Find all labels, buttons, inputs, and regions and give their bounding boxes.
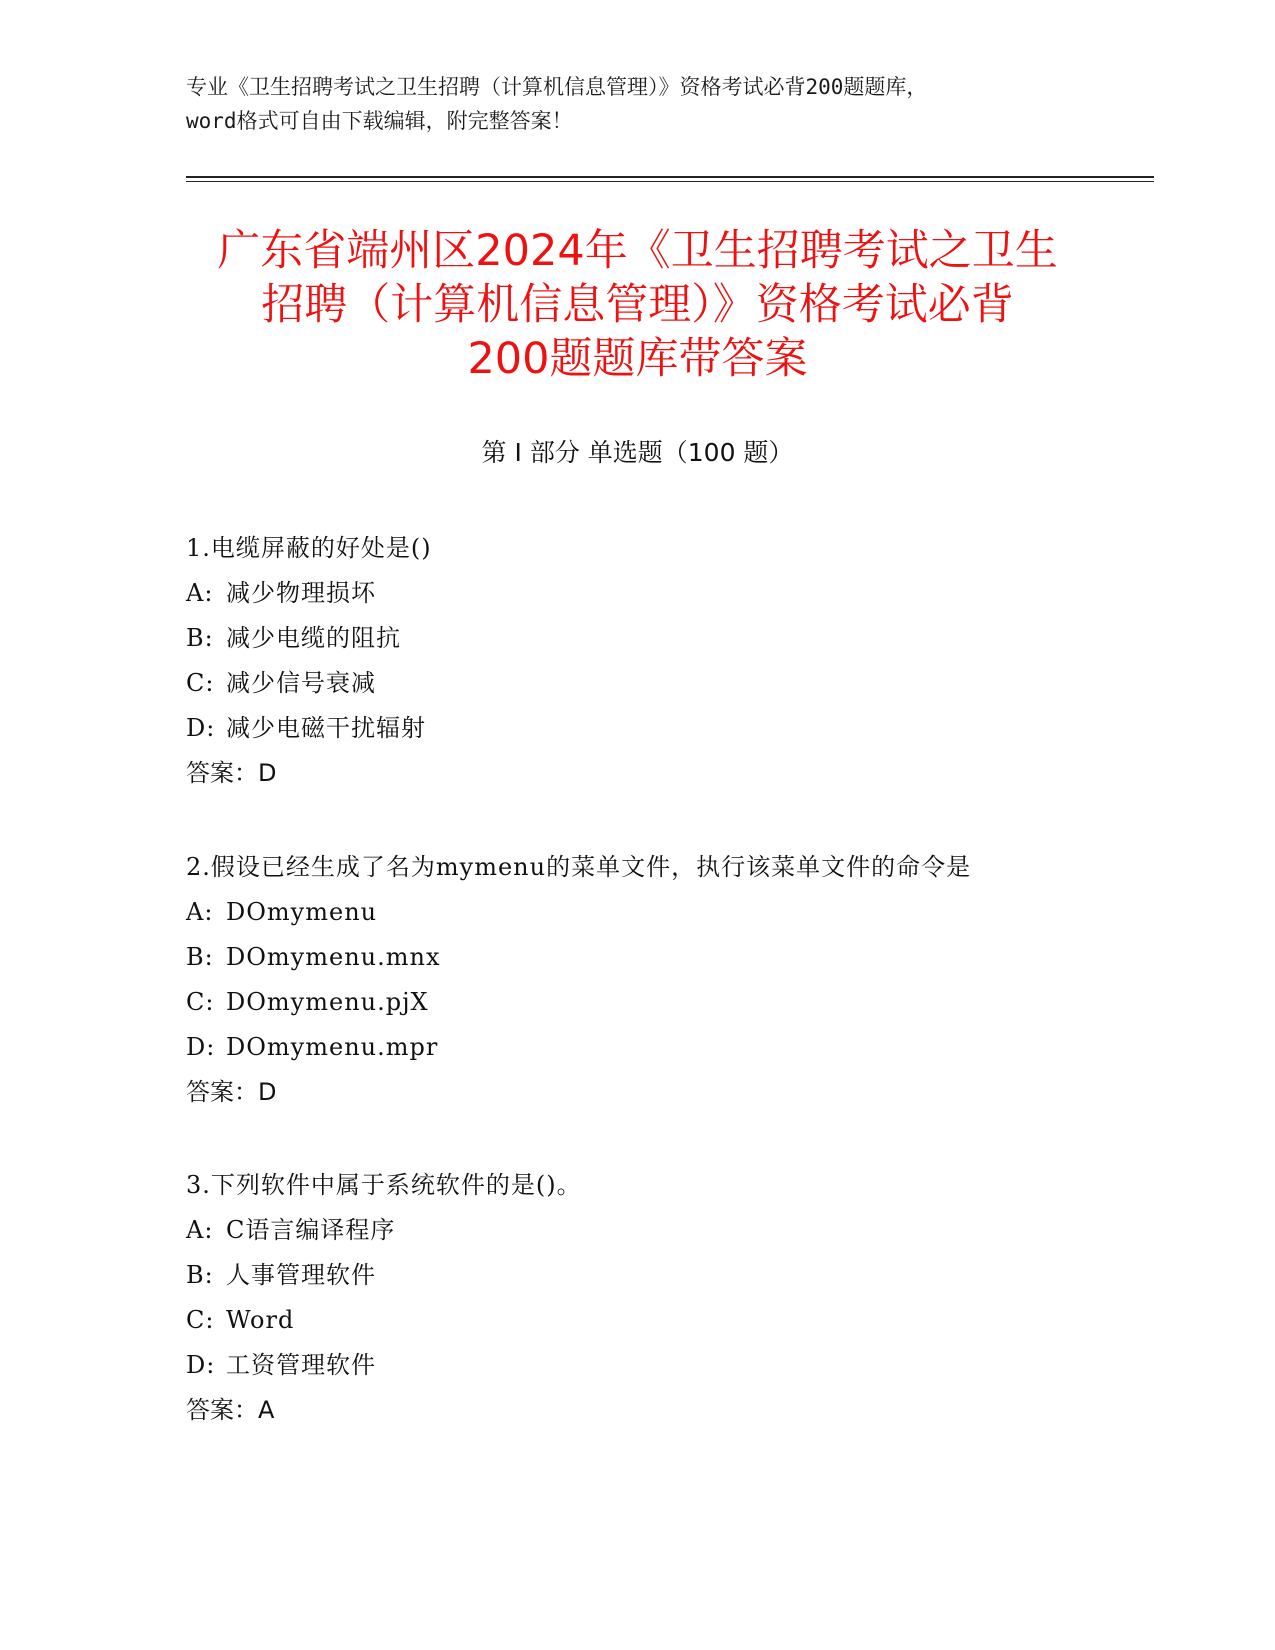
title-line-3: 200题题库带答案 [467, 334, 808, 384]
option-letter: B: [186, 1261, 214, 1289]
option-text: 减少电磁干扰辐射 [226, 714, 426, 742]
answer-line: 答案：D [186, 1078, 277, 1106]
option-b [186, 1253, 1146, 1298]
option-b [186, 616, 1146, 661]
intro-line-1: 专业《卫生招聘考试之卫生招聘（计算机信息管理）》资格考试必背200题题库， [186, 75, 928, 99]
option-text: C语言编译程序 [226, 1216, 396, 1244]
option-c [186, 980, 1146, 1025]
option-d [186, 706, 1146, 751]
option-letter: D: [186, 714, 216, 742]
question-stem: 1.电缆屏蔽的好处是() [186, 534, 432, 562]
option-letter: C: [186, 669, 215, 697]
option-text: DOmymenu.pjX [226, 988, 429, 1016]
option-text: 人事管理软件 [226, 1261, 376, 1289]
option-d [186, 1025, 1146, 1070]
answer-line: 答案：D [186, 759, 277, 787]
intro-paragraph [186, 70, 1086, 138]
answer-line: 答案：A [186, 1396, 275, 1424]
intro-line-2: word格式可自由下载编辑，附完整答案！ [186, 109, 573, 133]
option-a [186, 890, 1146, 935]
option-d [186, 1343, 1146, 1388]
option-a [186, 1208, 1146, 1253]
option-letter: C: [186, 1306, 215, 1334]
option-letter: A: [186, 1216, 214, 1244]
option-b [186, 935, 1146, 980]
option-letter: D: [186, 1351, 216, 1379]
option-letter: D: [186, 1033, 216, 1061]
option-letter: A: [186, 579, 214, 607]
option-text: Word [226, 1306, 295, 1334]
option-text: 减少信号衰减 [226, 669, 376, 697]
option-c [186, 661, 1146, 706]
header-divider [186, 176, 1154, 178]
option-a [186, 571, 1146, 616]
option-c [186, 1298, 1146, 1343]
option-text: 工资管理软件 [226, 1351, 376, 1379]
header-divider-thin [186, 181, 1154, 182]
option-letter: B: [186, 943, 214, 971]
question-block [186, 526, 1146, 796]
title-line-1: 广东省端州区2024年《卫生招聘考试之卫生 [217, 226, 1058, 276]
option-letter: C: [186, 988, 215, 1016]
option-letter: B: [186, 624, 214, 652]
option-text: 减少物理损坏 [226, 579, 376, 607]
option-text: 减少电缆的阻抗 [226, 624, 401, 652]
option-text: DOmymenu.mnx [226, 943, 441, 971]
question-stem: 3.下列软件中属于系统软件的是()。 [186, 1171, 582, 1199]
title-line-2: 招聘（计算机信息管理）》资格考试必背 [261, 280, 1014, 330]
question-block [186, 845, 1146, 1115]
document-title [130, 224, 1145, 386]
option-letter: A: [186, 898, 214, 926]
option-text: DOmymenu.mpr [226, 1033, 439, 1061]
question-block [186, 1163, 1146, 1433]
question-stem: 2.假设已经生成了名为mymenu的菜单文件，执行该菜单文件的命令是 [186, 853, 972, 881]
section-heading: 第 I 部分 单选题（100 题） [481, 438, 794, 467]
option-text: DOmymenu [226, 898, 378, 926]
